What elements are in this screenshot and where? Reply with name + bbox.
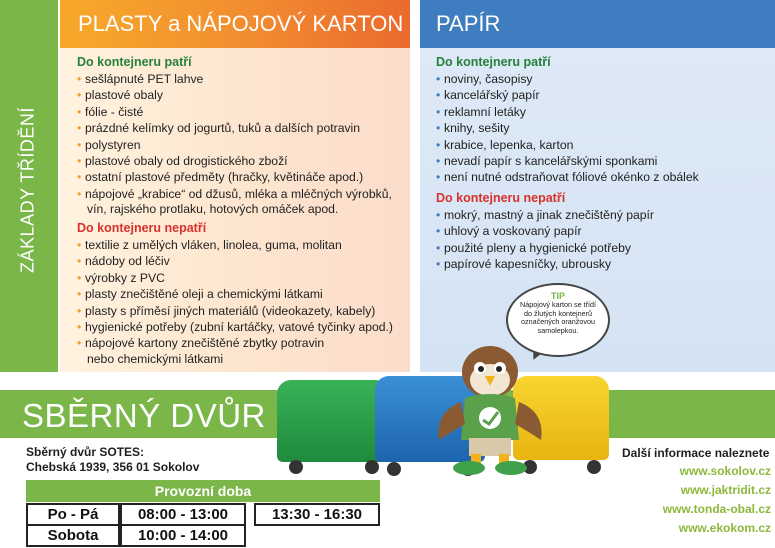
list-item: • plasty znečištěné oleji a chemickými látkami: [77, 286, 393, 302]
list-item: • plasty s příměsí jiných materiálů (videokazety, kabely): [77, 303, 393, 319]
list-item: • kancelářský papír: [436, 87, 699, 103]
link-sokolov[interactable]: www.sokolov.cz: [679, 464, 771, 478]
tip-label: TIP: [550, 291, 565, 301]
plastic-reject-list: [77, 237, 393, 352]
hours-weekday-morning: 08:00 - 13:00: [120, 503, 246, 526]
list-item: • hygienické potřeby (zubní kartáčky, vatové tyčinky apod.): [77, 319, 393, 335]
hours-weekday-afternoon: 13:30 - 16:30: [254, 503, 380, 526]
tip-text: Nápojový karton se třídí do žlutých kontejnerů označených oranžovou samolepkou.: [520, 300, 596, 335]
list-item: • papírové kapesníčky, ubrousky: [436, 256, 654, 272]
list-item: • ostatní plastové předměty (hračky, květináče apod.): [77, 169, 392, 185]
list-item: • fólie - čisté: [77, 104, 392, 120]
list-item: • sešlápnuté PET lahve: [77, 71, 392, 87]
wheel-icon: [387, 462, 401, 476]
list-item: • není nutné odstraňovat fóliové okénko z obálek: [436, 169, 699, 185]
list-item: • krabice, lepenka, karton: [436, 137, 699, 153]
paper-accept-heading: Do kontejneru patří: [436, 55, 551, 69]
paper-reject-list: [436, 207, 654, 273]
address-name: Sběrný dvůr SOTES:: [26, 445, 145, 459]
link-ekokom[interactable]: www.ekokom.cz: [678, 521, 771, 535]
collection-yard-title: SBĚRNÝ DVŮR: [22, 397, 266, 434]
list-item: • mokrý, mastný a jinak znečištěný papír: [436, 207, 654, 223]
plastic-accept-heading: Do kontejneru patří: [77, 55, 192, 69]
list-item: • použité pleny a hygienické potřeby: [436, 240, 654, 256]
list-item: • nápojové „krabice“ od džusů, mléka a mléčných výrobků,: [77, 186, 392, 202]
list-item: • reklamní letáky: [436, 104, 699, 120]
paper-reject-heading: Do kontejneru nepatří: [436, 191, 566, 205]
list-item: • výrobky z PVC: [77, 270, 393, 286]
link-jaktridit[interactable]: www.jaktridit.cz: [680, 483, 771, 497]
side-label: ZÁKLADY TŘÍDĚNÍ: [17, 107, 38, 273]
list-item: • noviny, časopisy: [436, 71, 699, 87]
address-street: Chebská 1939, 356 01 Sokolov: [26, 460, 200, 474]
tip-bubble: [506, 283, 610, 357]
link-tonda-obal[interactable]: www.tonda-obal.cz: [662, 502, 771, 516]
falcon-mascot-icon: [425, 340, 555, 480]
plastic-accept-continuation: vín, rajského protlaku, hotových omáček apod.: [87, 202, 339, 216]
plastic-reject-heading: Do kontejneru nepatří: [77, 221, 207, 235]
plastic-reject-continuation: nebo chemickými látkami: [87, 352, 224, 366]
hours-day-saturday: Sobota: [26, 524, 120, 547]
list-item: • plastové obaly: [77, 87, 392, 103]
plastic-accept-list: [77, 71, 392, 202]
list-item: • nádoby od léčiv: [77, 253, 393, 269]
list-item: • uhlový a voskovaný papír: [436, 223, 654, 239]
wheel-icon: [289, 460, 303, 474]
wheel-icon: [587, 460, 601, 474]
list-item: • nevadí papír s kancelářskými sponkami: [436, 153, 699, 169]
list-item: • nápojové kartony znečištěné zbytky potravin: [77, 335, 393, 351]
opening-hours-heading: Provozní doba: [26, 480, 380, 502]
hours-saturday-morning: 10:00 - 14:00: [120, 524, 246, 547]
paper-title: PAPÍR: [436, 11, 501, 36]
list-item: • knihy, sešity: [436, 120, 699, 136]
green-bin-icon: [277, 380, 389, 462]
hours-day-weekday: Po - Pá: [26, 503, 120, 526]
list-item: • plastové obaly od drogistického zboží: [77, 153, 392, 169]
list-item: • prázdné kelímky od jogurtů, tuků a dalších potravin: [77, 120, 392, 136]
address-block: [26, 445, 199, 475]
list-item: • textilie z umělých vláken, linolea, guma, molitan: [77, 237, 393, 253]
plastic-title: PLASTY a NÁPOJOVÝ KARTON: [78, 11, 404, 36]
more-info-label: Další informace naleznete: [622, 446, 770, 460]
list-item: • polystyren: [77, 137, 392, 153]
paper-accept-list: [436, 71, 699, 186]
wheel-icon: [365, 460, 379, 474]
